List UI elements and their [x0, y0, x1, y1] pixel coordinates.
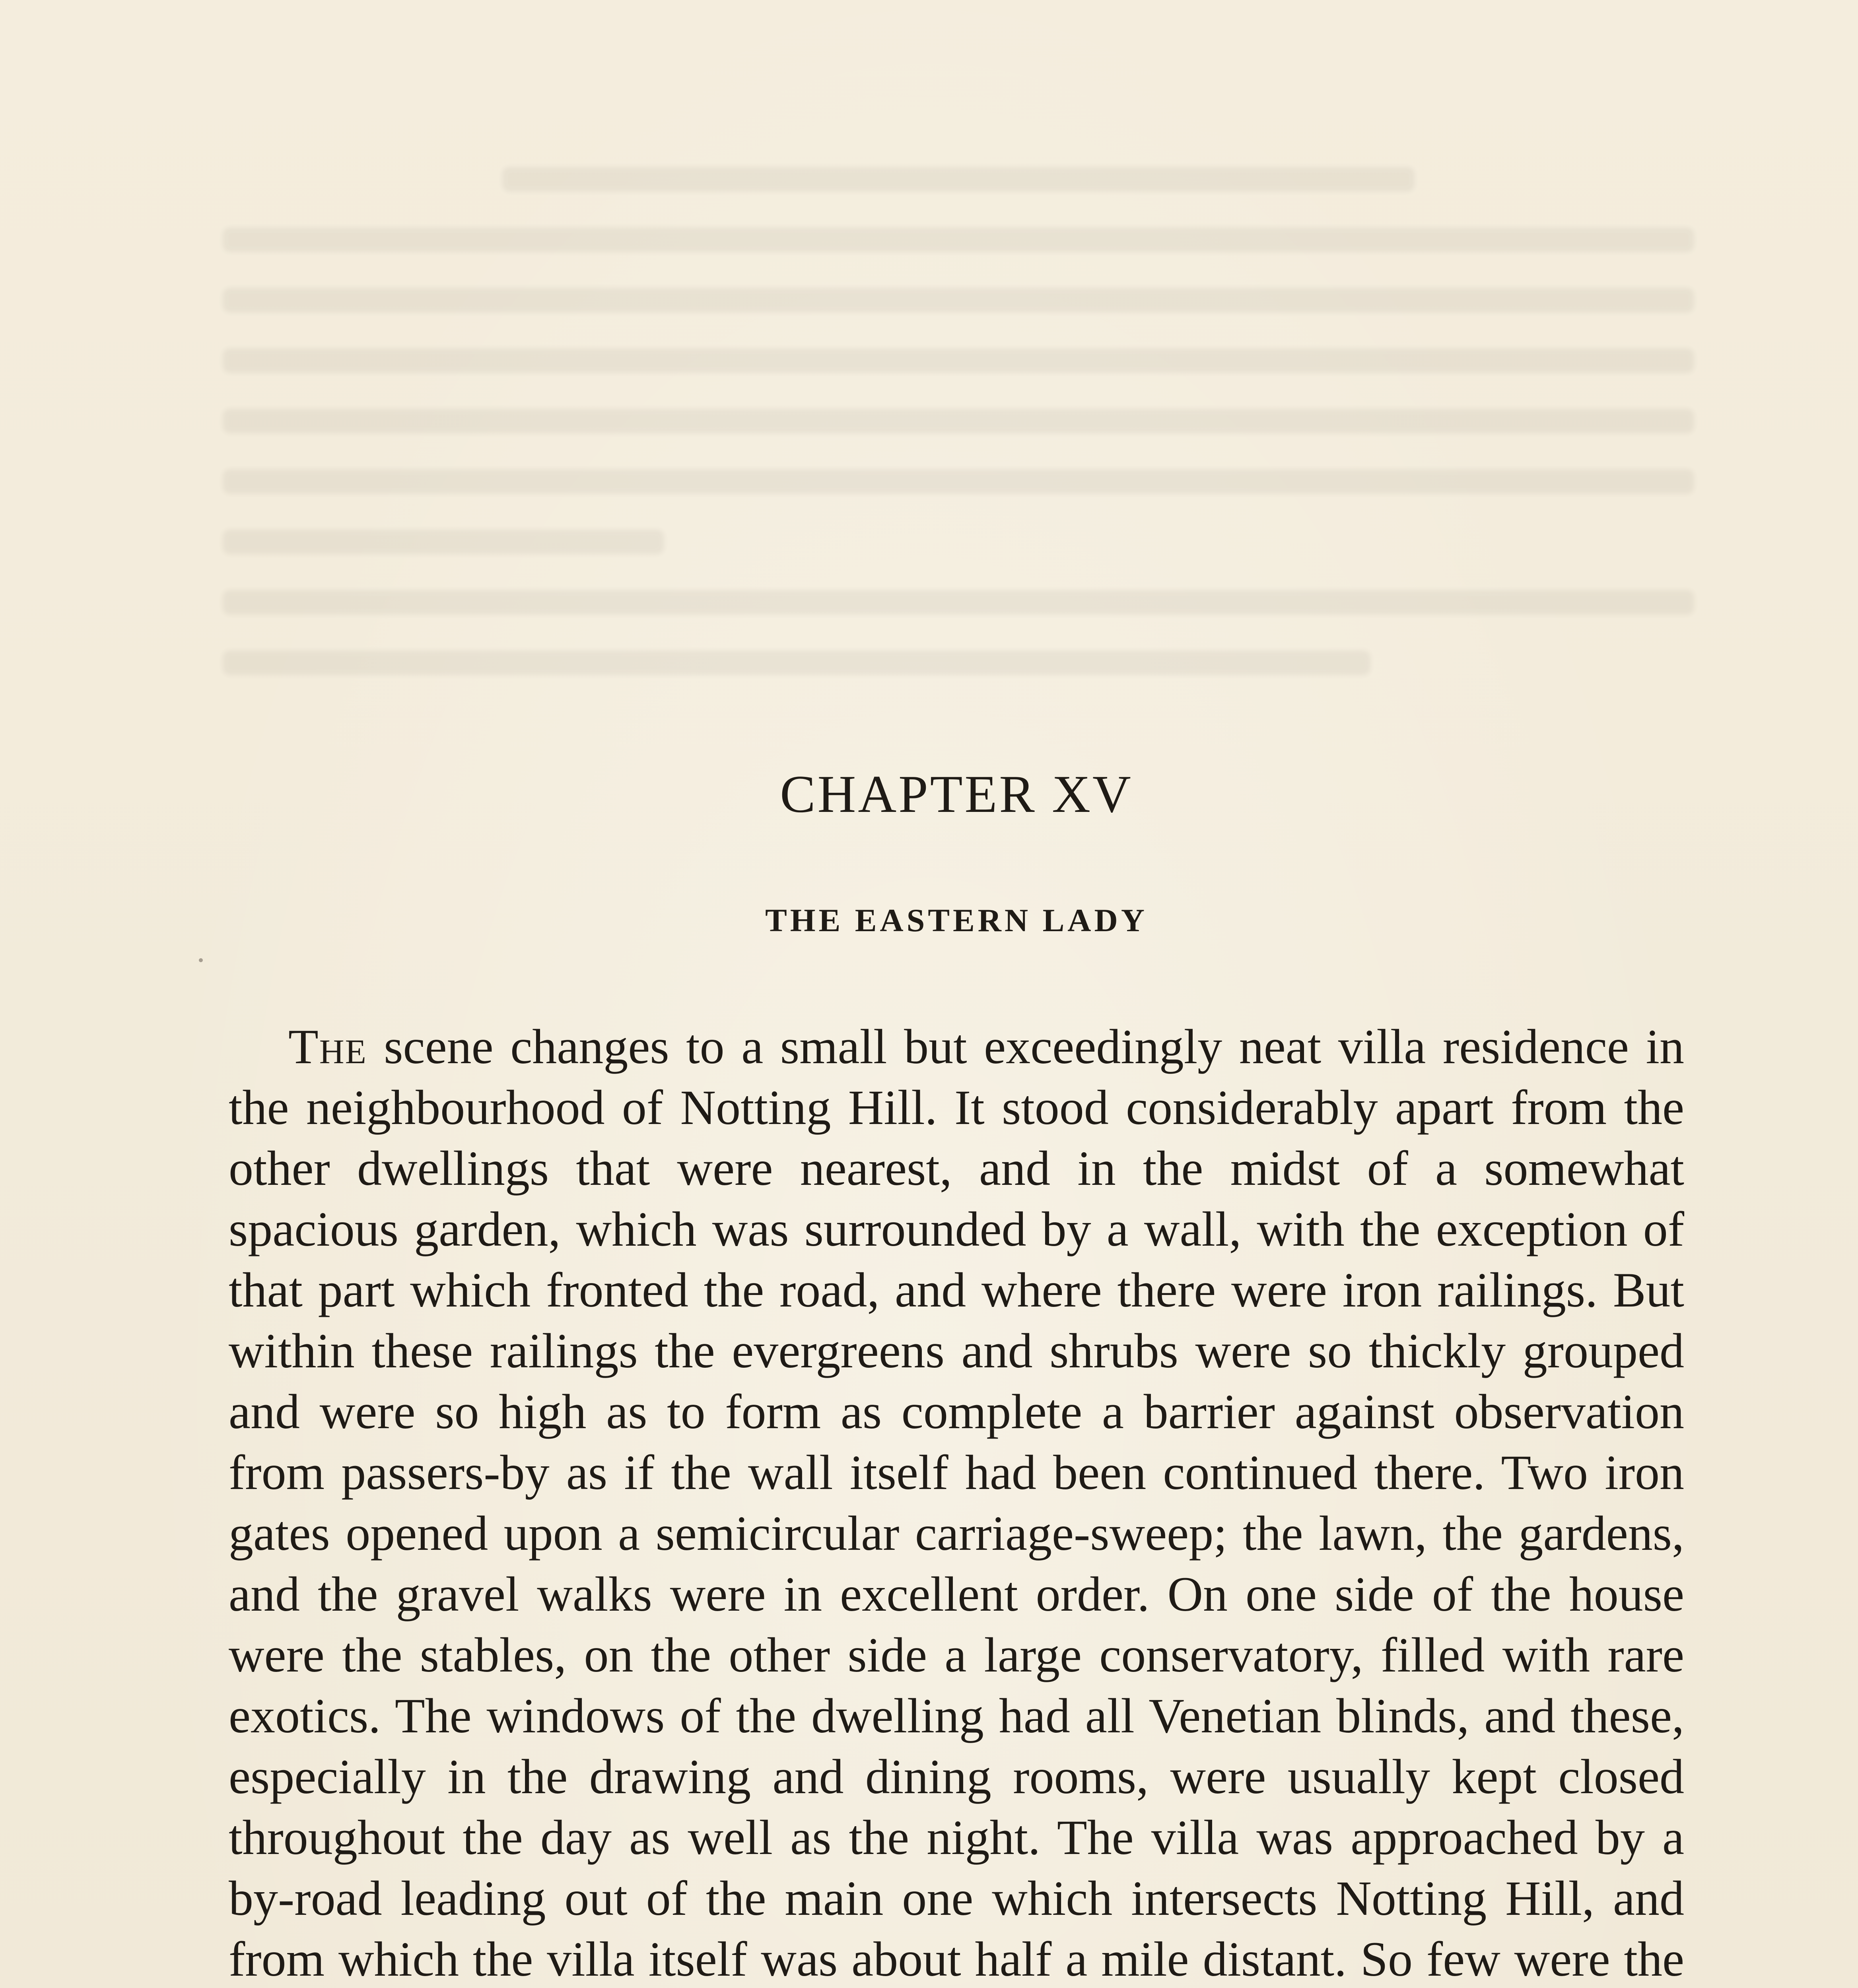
body-text [229, 1016, 1684, 1988]
paragraph-1-text: scene changes to a small but exceedingly neat villa residence in the neighbourhood of Notting Hill. It stood considerably apart from the other dwellings that were nearest, and in the midst of a somewhat spacious garden, which was surrounded by a wall, with the exception of that part which fronted the road, and where there were iron railings. But within these railings the evergreens and shrubs were so thickly grouped and were so high as to form as complete a barrier against observation from passers-by as if the wall itself had been continued there. Two iron gates opened upon a semicircular carriage-sweep; the lawn, the gardens, and the gravel walks were in excellent order. On one side of the house were the stables, on the other side a large conservatory, filled with rare exotics. The windows of the dwelling had all Venetian blinds, and these, especially in the drawing and dining rooms, were usually kept closed throughout the day as well as the night. The villa was approached by a by-road leading out of the main one which intersects Notting Hill, and from which the villa itself was about half a mile distant. So few were the [229, 1019, 1684, 1986]
lead-word: The [288, 1019, 367, 1074]
chapter-title: CHAPTER XV [780, 765, 1133, 823]
page-content [229, 767, 1684, 1988]
chapter-subtitle: THE EASTERN LADY [765, 902, 1148, 938]
paragraph-1 [229, 1016, 1684, 1988]
show-through-text [223, 167, 1694, 763]
ink-speck [199, 958, 203, 962]
